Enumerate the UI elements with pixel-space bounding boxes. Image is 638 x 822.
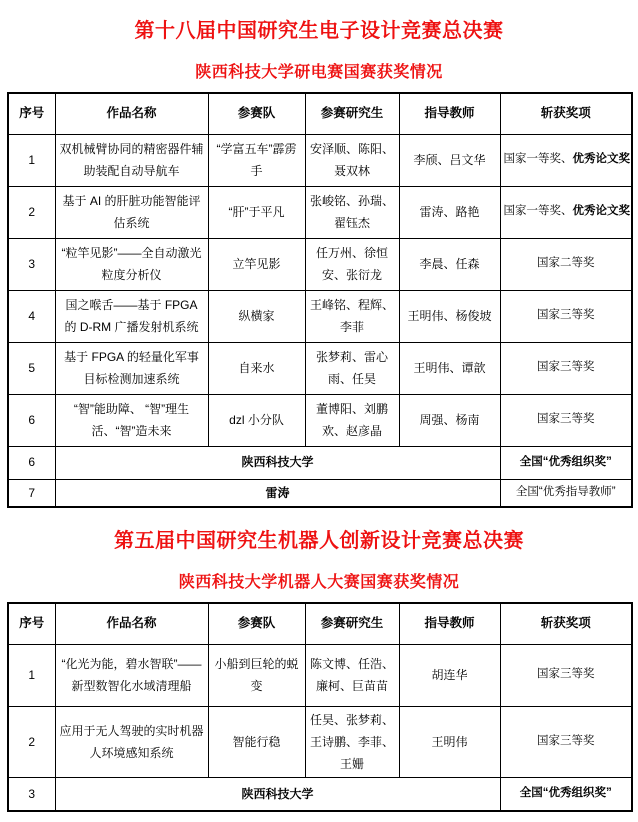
- award-text: 国家二等奖: [537, 257, 595, 270]
- cell-merged-content: 陕西科技大学: [55, 446, 500, 479]
- cell-teachers: 胡连华: [399, 644, 500, 706]
- cell-students: 王峰铭、程辉、李菲: [305, 290, 399, 342]
- section-2-subtitle: 陕西科技大学机器人大赛国赛获奖情况: [178, 574, 460, 591]
- cell-teachers: 周强、杨南: [399, 394, 500, 446]
- cell-teachers: 雷涛、路艳: [399, 186, 500, 238]
- header-team: 参赛队: [208, 93, 305, 134]
- cell-work-name: 国之喉舌——基于 FPGA 的 D-RM 广播发射机系统: [55, 290, 208, 342]
- cell-teachers: 李晨、任森: [399, 238, 500, 290]
- cell-students: 张峻铭、孙瑞、翟钰杰: [305, 186, 399, 238]
- award-text: 国家三等奖: [537, 309, 595, 322]
- award-text: 国家三等奖: [537, 361, 595, 374]
- cell-serial: 5: [8, 342, 55, 394]
- header-students: 参赛研究生: [305, 603, 399, 644]
- award-text-bold: 优秀论文奖: [572, 205, 630, 218]
- cell-award: [500, 394, 632, 446]
- cell-team: 小船到巨轮的蜕变: [208, 644, 305, 706]
- cell-work-name: 基于 AI 的肝脏功能智能评估系统: [55, 186, 208, 238]
- table-row: [8, 134, 632, 186]
- cell-team: “肝”于平凡: [208, 186, 305, 238]
- table-row-merged: [8, 446, 632, 479]
- award-text: 国家三等奖: [537, 413, 595, 426]
- section-1-title: 第十八届中国研究生电子设计竞赛总决赛: [134, 20, 504, 42]
- cell-award: [500, 290, 632, 342]
- table-row-merged: [8, 479, 632, 507]
- award-text: 国家一等奖、: [503, 153, 573, 166]
- cell-serial: 2: [8, 706, 55, 778]
- awards-table-electronic-design: [7, 92, 633, 508]
- cell-serial: 1: [8, 134, 55, 186]
- header-award: 斩获奖项: [500, 603, 632, 644]
- table-header-row: [8, 93, 632, 134]
- cell-serial: 6: [8, 394, 55, 446]
- awards-table-robot-design: [7, 602, 633, 812]
- section-2-title: 第五届中国研究生机器人创新设计竞赛总决赛: [114, 530, 524, 552]
- cell-teachers: 李颀、吕文华: [399, 134, 500, 186]
- header-teachers: 指导教师: [399, 93, 500, 134]
- cell-teachers: 王明伟、杨俊坡: [399, 290, 500, 342]
- cell-serial: 4: [8, 290, 55, 342]
- header-teachers: 指导教师: [399, 603, 500, 644]
- table-row-merged: [8, 778, 632, 811]
- table-row: [8, 706, 632, 778]
- cell-students: 董博阳、刘鹏欢、赵彦晶: [305, 394, 399, 446]
- cell-team: 自来水: [208, 342, 305, 394]
- cell-award: [500, 644, 632, 706]
- cell-serial: 6: [8, 446, 55, 479]
- table-row: [8, 342, 632, 394]
- cell-students: 陈文博、任浩、廉柯、巨苗苗: [305, 644, 399, 706]
- table-row: [8, 186, 632, 238]
- cell-students: 安泽顺、陈阳、聂双林: [305, 134, 399, 186]
- cell-team: 立竿见影: [208, 238, 305, 290]
- cell-work-name: “粒竿见影”——全自动激光粒度分析仪: [55, 238, 208, 290]
- table-row: [8, 238, 632, 290]
- cell-award: 全国“优秀组织奖”: [500, 778, 632, 811]
- cell-team: 智能行稳: [208, 706, 305, 778]
- cell-teachers: 王明伟: [399, 706, 500, 778]
- header-team: 参赛队: [208, 603, 305, 644]
- header-students: 参赛研究生: [305, 93, 399, 134]
- award-text: 国家三等奖: [537, 735, 595, 748]
- section-1-subtitle: 陕西科技大学研电赛国赛获奖情况: [195, 64, 443, 81]
- header-serial: 序号: [8, 603, 55, 644]
- cell-serial: 7: [8, 479, 55, 507]
- cell-students: 任昊、张梦莉、王诗鹏、李菲、王姗: [305, 706, 399, 778]
- cell-serial: 1: [8, 644, 55, 706]
- header-work-name: 作品名称: [55, 93, 208, 134]
- cell-students: 张梦莉、雷心雨、任昊: [305, 342, 399, 394]
- award-text: 国家三等奖: [537, 668, 595, 681]
- header-award: 斩获奖项: [500, 93, 632, 134]
- cell-work-name: 双机械臂协同的精密器件辅助装配自动导航车: [55, 134, 208, 186]
- cell-award: [500, 706, 632, 778]
- cell-merged-content: 陕西科技大学: [55, 778, 500, 811]
- cell-work-name: 基于 FPGA 的轻量化军事目标检测加速系统: [55, 342, 208, 394]
- cell-work-name: “化光为能，碧水智联”——新型数智化水域清理船: [55, 644, 208, 706]
- table-row: [8, 290, 632, 342]
- cell-students: 任万州、徐恒安、张衍龙: [305, 238, 399, 290]
- cell-award: [500, 134, 632, 186]
- section-divider: [7, 508, 631, 514]
- cell-award: [500, 342, 632, 394]
- table-header-row: [8, 603, 632, 644]
- header-serial: 序号: [8, 93, 55, 134]
- cell-award: 全国“优秀指导教师”: [500, 479, 632, 507]
- header-work-name: 作品名称: [55, 603, 208, 644]
- table-row: [8, 394, 632, 446]
- cell-team: “学富五车”霹雳手: [208, 134, 305, 186]
- cell-merged-content: 雷涛: [55, 479, 500, 507]
- cell-award: 全国“优秀组织奖”: [500, 446, 632, 479]
- cell-serial: 3: [8, 238, 55, 290]
- award-text-bold: 优秀论文奖: [572, 153, 630, 166]
- cell-work-name: “智”能助障、 “智”理生活、“智”造未来: [55, 394, 208, 446]
- cell-work-name: 应用于无人驾驶的实时机器人环境感知系统: [55, 706, 208, 778]
- cell-award: [500, 186, 632, 238]
- cell-teachers: 王明伟、谭歆: [399, 342, 500, 394]
- cell-serial: 3: [8, 778, 55, 811]
- award-text: 国家一等奖、: [503, 205, 573, 218]
- cell-team: 纵横家: [208, 290, 305, 342]
- table-row: [8, 644, 632, 706]
- cell-serial: 2: [8, 186, 55, 238]
- cell-award: [500, 238, 632, 290]
- cell-team: dzl 小分队: [208, 394, 305, 446]
